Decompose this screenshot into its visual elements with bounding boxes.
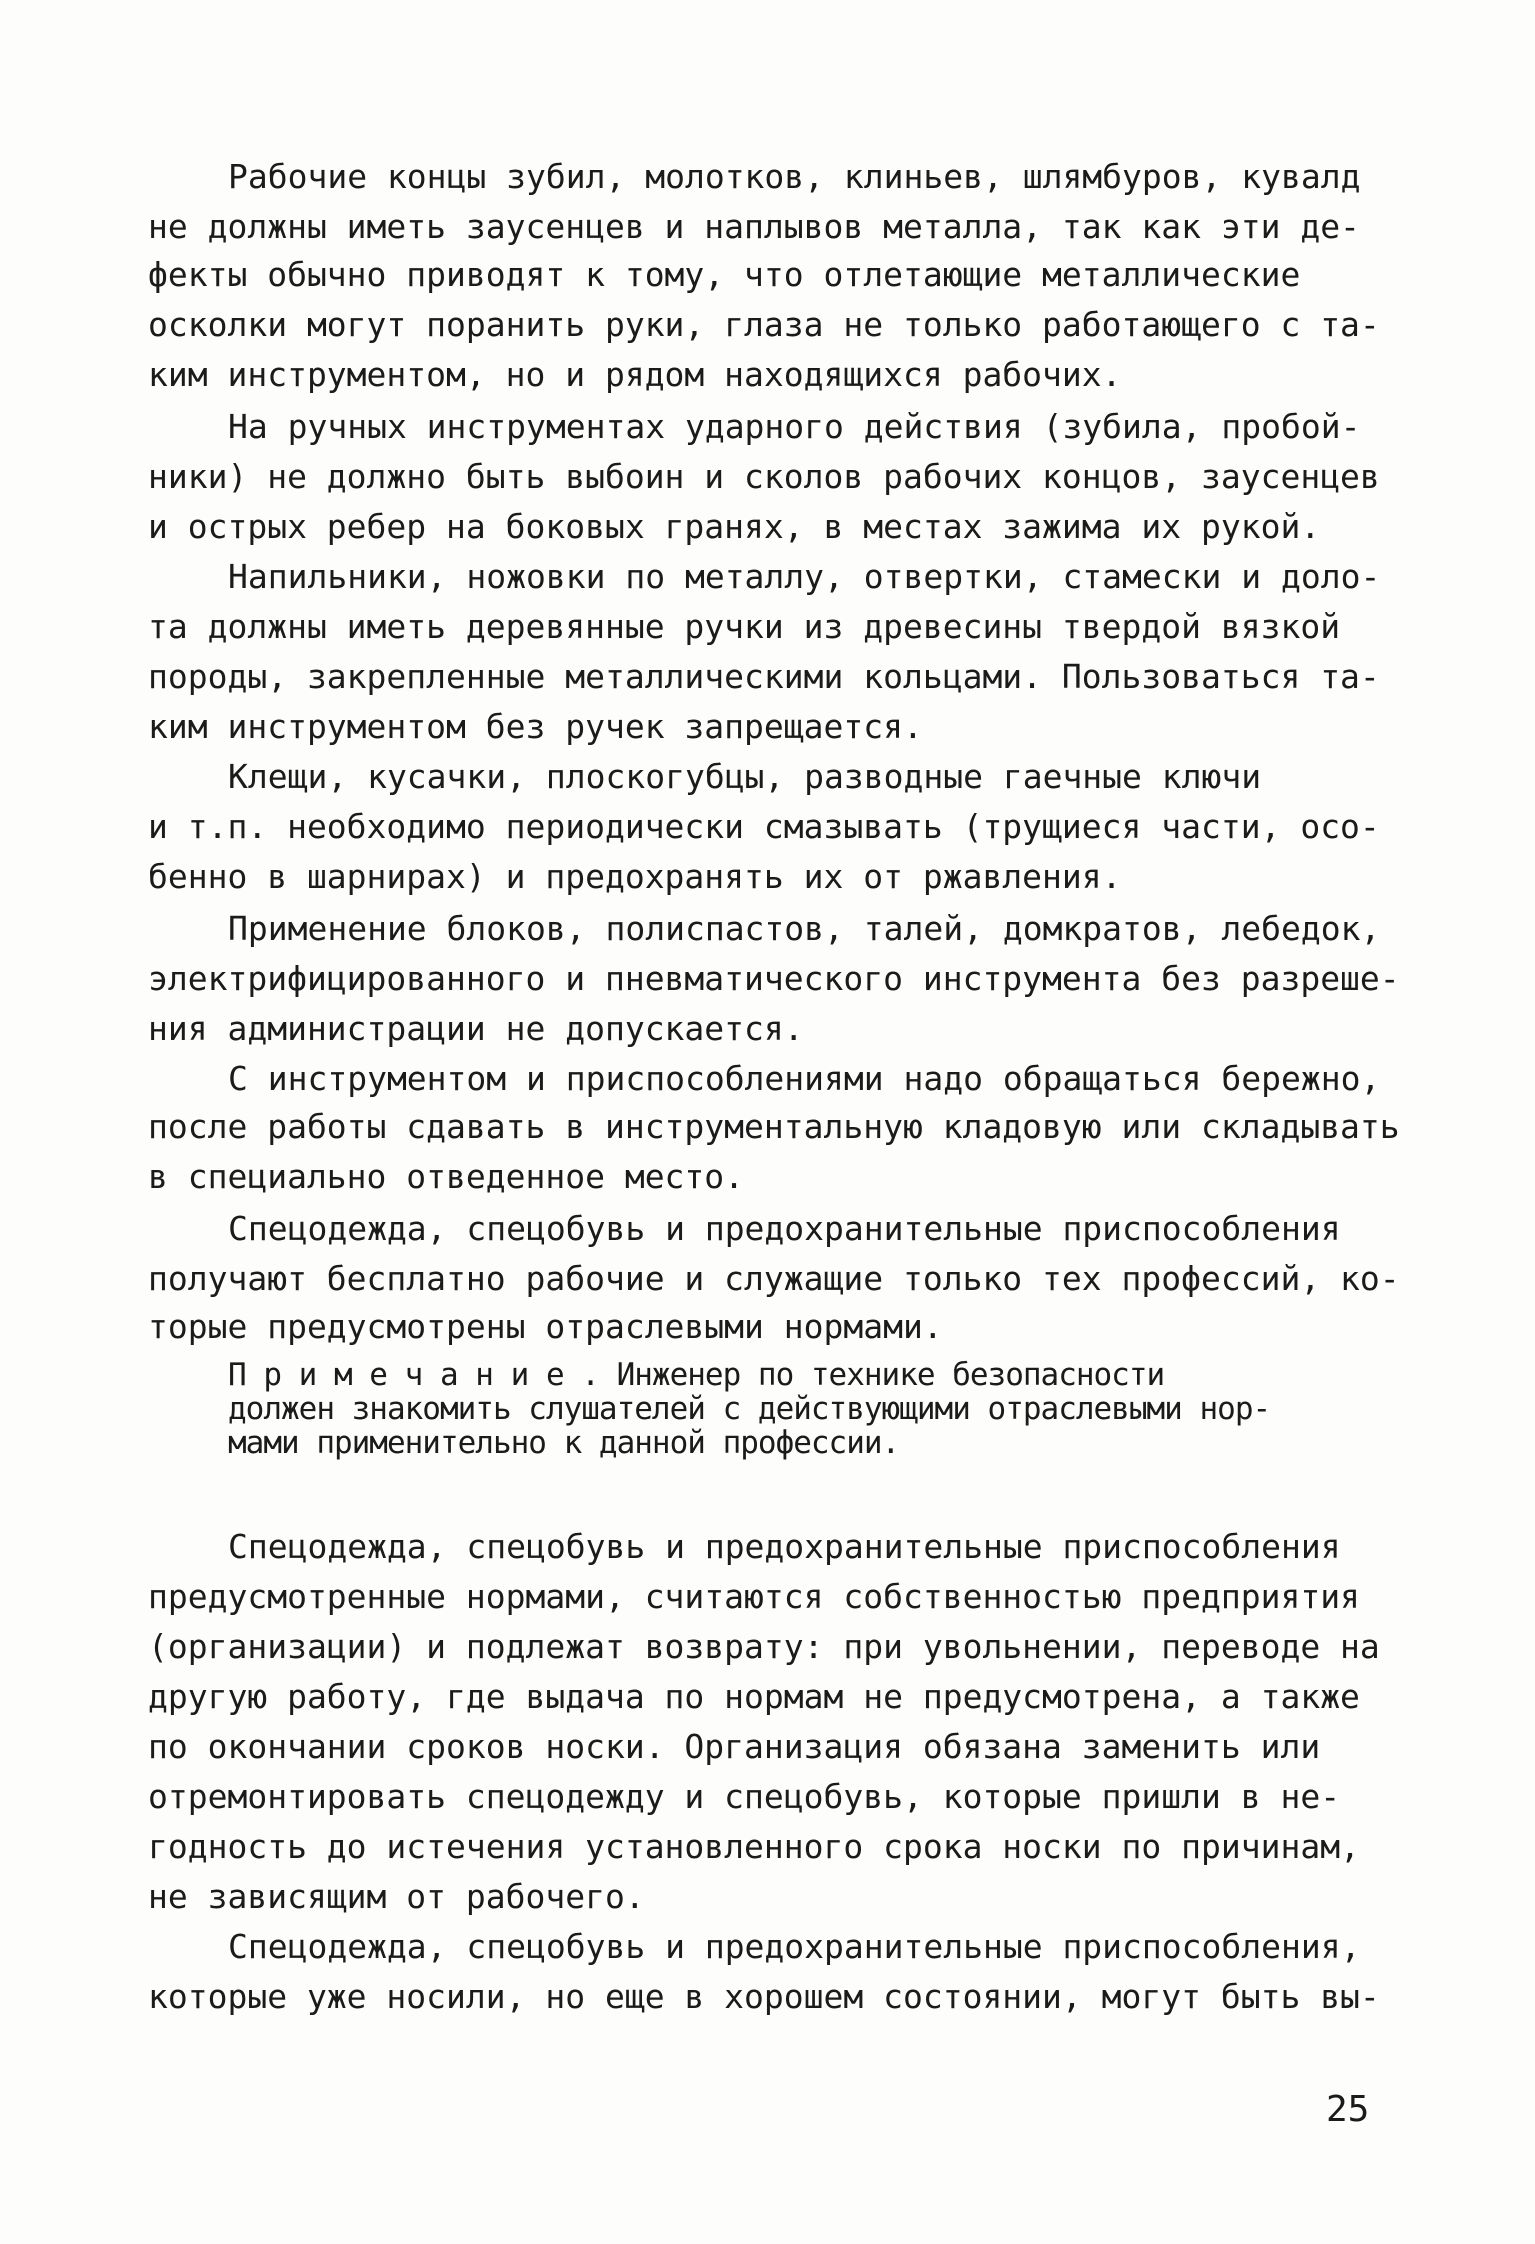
text-line: ния администрации не допускается. xyxy=(148,1009,804,1048)
text-line: не зависящим от рабочего. xyxy=(148,1877,645,1916)
text-line: в специально отведенное место. xyxy=(148,1157,745,1196)
text-line: Спецодежда, спецобувь и предохранительные приспособления xyxy=(228,1209,1341,1248)
text-line: та должны иметь деревянные ручки из древесины твердой вязкой xyxy=(148,607,1341,646)
text-line: ники) не должно быть выбоин и сколов рабочих концов, заусенцев xyxy=(148,457,1380,496)
page-number: 25 xyxy=(1326,2089,1370,2130)
text-line: которые уже носили, но еще в хорошем состоянии, могут быть вы- xyxy=(148,1977,1380,2016)
text-line: Рабочие концы зубил, молотков, клиньев, шлямбуров, кувалд xyxy=(228,157,1361,196)
text-line: С инструментом и приспособлениями надо обращаться бережно, xyxy=(228,1059,1381,1098)
text-line: получают бесплатно рабочие и служащие только тех профессий, ко- xyxy=(148,1259,1400,1298)
text-line: Клещи, кусачки, плоскогубцы, разводные гаечные ключи xyxy=(228,757,1262,796)
text-line: и острых ребер на боковых гранях, в местах зажима их рукой. xyxy=(148,507,1321,546)
text-line: после работы сдавать в инструментальную кладовую или складывать xyxy=(148,1107,1400,1146)
text-line: годность до истечения установленного срока носки по причинам, xyxy=(148,1827,1360,1866)
text-line: предусмотренные нормами, считаются собственностью предприятия xyxy=(148,1577,1360,1616)
text-line: (организации) и подлежат возврату: при увольнении, переводе на xyxy=(148,1627,1380,1666)
text-line: Применение блоков, полиспастов, талей, домкратов, лебедок, xyxy=(228,909,1381,948)
text-line: бенно в шарнирах) и предохранять их от ржавления. xyxy=(148,857,1122,896)
text-line: осколки могут поранить руки, глаза не только работающего с та- xyxy=(148,305,1380,344)
note-line: должен знакомить слушателей с действующими отраслевыми нор- xyxy=(228,1391,1271,1427)
text-line: ким инструментом, но и рядом находящихся рабочих. xyxy=(148,355,1122,394)
text-line: и т.п. необходимо периодически смазывать (трущиеся части, осо- xyxy=(148,807,1380,846)
text-line: торые предусмотрены отраслевыми нормами. xyxy=(148,1307,943,1346)
text-line: ким инструментом без ручек запрещается. xyxy=(148,707,923,746)
text-line: отремонтировать спецодежду и спецобувь, которые пришли в не- xyxy=(148,1777,1341,1816)
text-line: не должны иметь заусенцев и наплывов металла, так как эти де- xyxy=(148,207,1360,246)
text-line: Напильники, ножовки по металлу, отвертки, стамески и доло- xyxy=(228,557,1381,596)
text-line: Спецодежда, спецобувь и предохранительные приспособления, xyxy=(228,1927,1361,1966)
note-line: П р и м е ч а н и е . Инженер по технике безопасности xyxy=(228,1357,1165,1393)
note-line: мами применительно к данной профессии. xyxy=(228,1425,900,1461)
text-line: фекты обычно приводят к тому, что отлетающие металлические xyxy=(148,255,1301,294)
text-line: электрифицированного и пневматического инструмента без разреше- xyxy=(148,959,1400,998)
text-line: На ручных инструментах ударного действия (зубила, пробой- xyxy=(228,407,1361,446)
text-line: другую работу, где выдача по нормам не предусмотрена, а также xyxy=(148,1677,1360,1716)
text-line: по окончании сроков носки. Организация обязана заменить или xyxy=(148,1727,1321,1766)
text-line: породы, закрепленные металлическими кольцами. Пользоваться та- xyxy=(148,657,1380,696)
text-line: Спецодежда, спецобувь и предохранительные приспособления xyxy=(228,1527,1341,1566)
